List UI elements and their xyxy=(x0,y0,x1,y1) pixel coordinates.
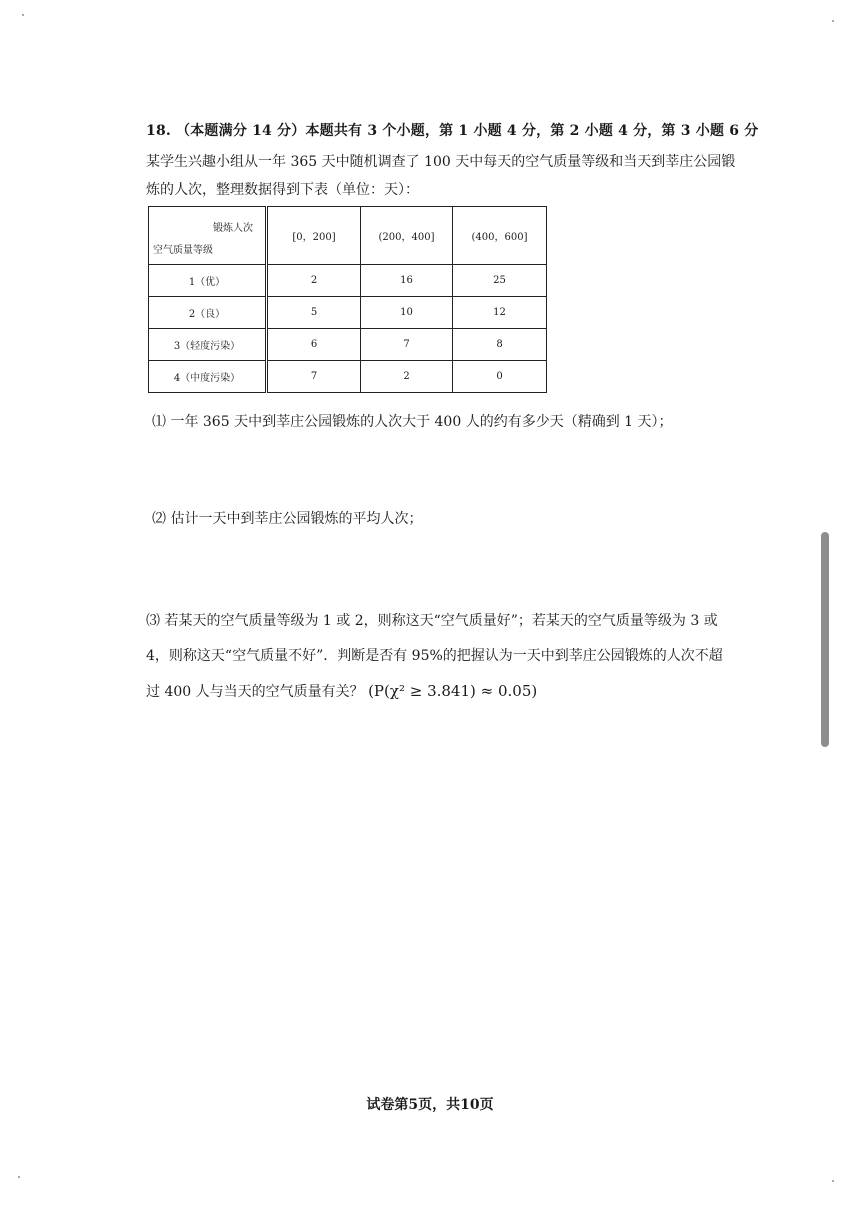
table-cell: 7 xyxy=(267,361,361,393)
subquestion-3 xyxy=(146,604,726,710)
column-header: (200，400] xyxy=(361,207,453,265)
scan-speck xyxy=(18,1176,20,1178)
table-cell: 10 xyxy=(361,297,453,329)
row-label: 1（优） xyxy=(149,265,267,297)
subquestion-3-text: ⑶ 若某天的空气质量等级为 1 或 2，则称这天“空气质量好”；若某天的空气质量等级为 3 或 4，则称这天“空气质量不好”．判断是否有 95%的把握认为一天中到莘庄公园锻炼的人次不超过 400 人与当天的空气质量有关？ xyxy=(146,613,723,700)
table-row xyxy=(149,361,547,393)
column-header: (400，600] xyxy=(453,207,547,265)
table-row xyxy=(149,265,547,297)
subquestion-1: ⑴ 一年 365 天中到莘庄公园锻炼的人次大于 400 人的约有多少天（精确到 1 天）； xyxy=(152,414,673,430)
scrollbar[interactable] xyxy=(821,532,829,747)
page-footer: 试卷第5页，共10页 xyxy=(366,1097,494,1113)
table-corner-cell xyxy=(149,207,267,265)
question-intro: 某学生兴趣小组从一年 365 天中随机调查了 100 天中每天的空气质量等级和当天到莘庄公园锻炼的人次，整理数据得到下表（单位：天）： xyxy=(146,154,736,198)
table-cell: 8 xyxy=(453,329,547,361)
subquestion-2: ⑵ 估计一天中到莘庄公园锻炼的平均人次； xyxy=(152,511,423,527)
question-heading: 18. （本题满分 14 分）本题共有 3 个小题，第 1 小题 4 分，第 2 小题 4 分，第 3 小题 6 分 xyxy=(146,123,759,139)
row-label: 4（中度污染） xyxy=(149,361,267,393)
table-header-row xyxy=(149,207,547,265)
table-cell: 16 xyxy=(361,265,453,297)
scan-speck xyxy=(832,20,834,22)
table-cell: 2 xyxy=(361,361,453,393)
chi-square-formula: (P(χ² ≥ 3.841) ≈ 0.05) xyxy=(368,682,538,700)
table-cell: 5 xyxy=(267,297,361,329)
column-header: [0，200] xyxy=(267,207,361,265)
row-label: 3（轻度污染） xyxy=(149,329,267,361)
scan-speck xyxy=(832,1180,834,1182)
scan-speck xyxy=(22,14,24,16)
corner-label-exercise-count: 锻炼人次 xyxy=(213,223,253,234)
table-cell: 7 xyxy=(361,329,453,361)
table-cell: 12 xyxy=(453,297,547,329)
table-row xyxy=(149,329,547,361)
table-cell: 2 xyxy=(267,265,361,297)
row-label: 2（良） xyxy=(149,297,267,329)
table-cell: 6 xyxy=(267,329,361,361)
table-cell: 25 xyxy=(453,265,547,297)
table-row xyxy=(149,297,547,329)
data-table xyxy=(148,206,547,393)
table-cell: 0 xyxy=(453,361,547,393)
corner-label-air-quality: 空气质量等级 xyxy=(153,245,213,256)
